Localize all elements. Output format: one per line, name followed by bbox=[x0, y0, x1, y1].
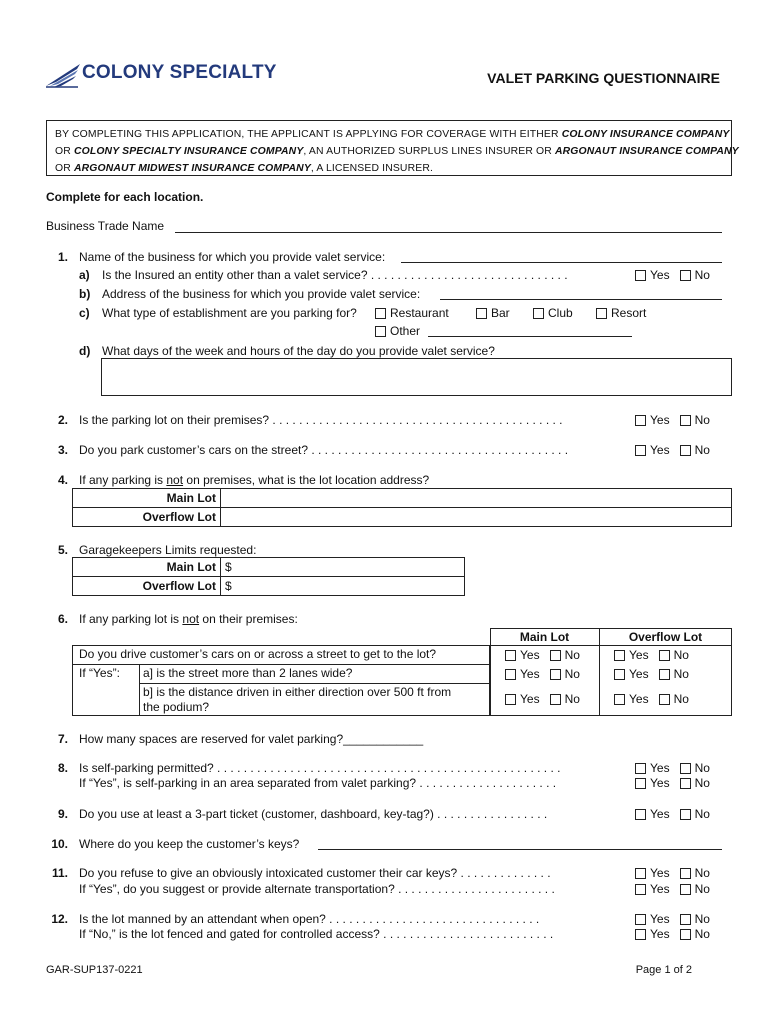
q1d-text: What days of the week and hours of the day do you provide valet service? bbox=[102, 344, 495, 358]
q6-row2-main-yes-checkbox[interactable] bbox=[505, 669, 516, 680]
q6-text-pre: If any parking lot is bbox=[79, 612, 183, 626]
q6-row2-overflow-yes-checkbox[interactable] bbox=[614, 669, 625, 680]
q4-overflow-lot-field[interactable] bbox=[221, 508, 732, 527]
q1b-label: b) bbox=[79, 287, 91, 301]
q8-yes-no bbox=[635, 761, 710, 775]
yes-label: Yes bbox=[629, 667, 649, 681]
page-title: VALET PARKING QUESTIONNAIRE bbox=[487, 70, 720, 86]
q4-overflow-lot-label: Overflow Lot bbox=[73, 508, 221, 527]
q1c-label: c) bbox=[79, 306, 90, 320]
no-label: No bbox=[673, 648, 689, 662]
q9-number: 9. bbox=[57, 807, 68, 821]
q3-no-checkbox[interactable] bbox=[680, 445, 691, 456]
q6-row2-main-yes-no bbox=[505, 667, 580, 681]
q6-number: 6. bbox=[57, 612, 68, 626]
q12-sub-no-checkbox[interactable] bbox=[680, 929, 691, 940]
q12-yes-checkbox[interactable] bbox=[635, 914, 646, 925]
club-label: Club bbox=[548, 306, 573, 320]
q1-text: Name of the business for which you provide valet service: bbox=[79, 250, 386, 264]
company-name: ARGONAUT INSURANCE COMPANY bbox=[554, 146, 739, 157]
q2-no-checkbox[interactable] bbox=[680, 415, 691, 426]
q10-keys-field[interactable] bbox=[318, 849, 722, 850]
q6-row1-text: Do you drive customer’s cars on or across a street to get to the lot? bbox=[79, 647, 437, 661]
q6-row2-main-no-checkbox[interactable] bbox=[550, 669, 561, 680]
q11-yes-no bbox=[635, 866, 710, 880]
q4-text-underlined: not bbox=[166, 473, 184, 487]
q6-row3-overflow-no-checkbox[interactable] bbox=[659, 694, 670, 705]
q1a-yes-no bbox=[635, 268, 710, 282]
yes-label: Yes bbox=[650, 268, 670, 282]
q6-row-divider bbox=[139, 683, 490, 684]
q2-yes-checkbox[interactable] bbox=[635, 415, 646, 426]
q1a-yes-checkbox[interactable] bbox=[635, 270, 646, 281]
q6-row3-main-yes-checkbox[interactable] bbox=[505, 694, 516, 705]
q8-sub-yes-checkbox[interactable] bbox=[635, 778, 646, 789]
q2-text: Is the parking lot on their premises? . . . . . . . . . . . . . . . . . . . . . . . . . . . . . . . . . . . . . . . . . . . . bbox=[79, 413, 563, 427]
q11-sub-yes-no bbox=[635, 882, 710, 896]
q11-no-checkbox[interactable] bbox=[680, 868, 691, 879]
q6-row3-overflow-yes-no bbox=[614, 692, 689, 706]
q3-yes-no bbox=[635, 443, 710, 457]
q11-sub-yes-checkbox[interactable] bbox=[635, 884, 646, 895]
q2-yes-no bbox=[635, 413, 710, 427]
q4-main-lot-field[interactable] bbox=[221, 489, 732, 508]
q10-number: 10. bbox=[51, 837, 68, 851]
q4-text bbox=[79, 473, 429, 487]
q6-row3-main-no-checkbox[interactable] bbox=[550, 694, 561, 705]
q6-row3-main-yes-no bbox=[505, 692, 580, 706]
q9-yes-no bbox=[635, 807, 710, 821]
q9-no-checkbox[interactable] bbox=[680, 809, 691, 820]
q6-header-divider bbox=[490, 645, 732, 646]
q6-row3-text-cont: the podium? bbox=[143, 700, 210, 714]
q1d-label: d) bbox=[79, 344, 91, 358]
q3-text: Do you park customer’s cars on the street? . . . . . . . . . . . . . . . . . . . . . . . . . . . . . . . . . . . . . . . bbox=[79, 443, 569, 457]
q6-if-yes-label: If “Yes”: bbox=[79, 666, 120, 680]
no-label: No bbox=[694, 443, 710, 457]
no-label: No bbox=[564, 648, 580, 662]
q1d-answer-box[interactable] bbox=[101, 358, 732, 396]
yes-label: Yes bbox=[650, 927, 670, 941]
q6-col-overflow-lot: Overflow Lot bbox=[628, 630, 703, 644]
disclaimer-text: , AN AUTHORIZED SURPLUS LINES INSURER OR bbox=[303, 146, 555, 157]
q1-name-field[interactable] bbox=[401, 262, 722, 263]
no-label: No bbox=[694, 882, 710, 896]
q6-row3-overflow-yes-checkbox[interactable] bbox=[614, 694, 625, 705]
form-code: GAR-SUP137-0221 bbox=[46, 964, 143, 976]
yes-label: Yes bbox=[650, 807, 670, 821]
colony-specialty-logo bbox=[44, 60, 296, 92]
complete-each-heading: Complete for each location. bbox=[46, 190, 204, 204]
q6-row2-overflow-yes-no bbox=[614, 667, 689, 681]
yes-label: Yes bbox=[629, 692, 649, 706]
no-label: No bbox=[694, 761, 710, 775]
option-resort bbox=[596, 306, 646, 320]
q1a-label: a) bbox=[79, 268, 90, 282]
no-label: No bbox=[694, 413, 710, 427]
no-label: No bbox=[694, 866, 710, 880]
currency-symbol: $ bbox=[225, 560, 232, 574]
club-checkbox[interactable] bbox=[533, 308, 544, 319]
yes-label: Yes bbox=[520, 667, 540, 681]
restaurant-label: Restaurant bbox=[390, 306, 449, 320]
q6-row1-main-yes-checkbox[interactable] bbox=[505, 650, 516, 661]
yes-label: Yes bbox=[520, 648, 540, 662]
no-label: No bbox=[694, 912, 710, 926]
q4-text-pre: If any parking is bbox=[79, 473, 167, 487]
yes-label: Yes bbox=[650, 761, 670, 775]
q5-number: 5. bbox=[57, 543, 68, 557]
yes-label: Yes bbox=[650, 882, 670, 896]
trade-name-field[interactable] bbox=[175, 232, 722, 233]
resort-label: Resort bbox=[611, 306, 647, 320]
q5-main-lot-label: Main Lot bbox=[73, 558, 221, 577]
q5-text: Garagekeepers Limits requested: bbox=[79, 543, 257, 557]
q6-text bbox=[79, 612, 298, 626]
q4-lot-address-table bbox=[72, 488, 732, 527]
other-field[interactable] bbox=[428, 336, 632, 337]
q6-row1-overflow-yes-no bbox=[614, 648, 689, 662]
q3-yes-checkbox[interactable] bbox=[635, 445, 646, 456]
q8-yes-checkbox[interactable] bbox=[635, 763, 646, 774]
yes-label: Yes bbox=[650, 866, 670, 880]
q1-number: 1. bbox=[57, 250, 68, 264]
q6-text-post: on their premises: bbox=[199, 612, 298, 626]
q6-row2-text: a] is the street more than 2 lanes wide? bbox=[143, 666, 353, 680]
q6-row2-overflow-no-checkbox[interactable] bbox=[659, 669, 670, 680]
q4-number: 4. bbox=[57, 473, 68, 487]
q1a-text: Is the Insured an entity other than a valet service? . . . . . . . . . . . . . . . . . . . . . . . . . . . . . . bbox=[102, 268, 568, 282]
bar-label: Bar bbox=[491, 306, 510, 320]
yes-label: Yes bbox=[650, 443, 670, 457]
no-label: No bbox=[673, 692, 689, 706]
q4-text-post: on premises, what is the lot location address? bbox=[183, 473, 430, 487]
q6-col-main-lot: Main Lot bbox=[519, 630, 570, 644]
q12-sub-yes-checkbox[interactable] bbox=[635, 929, 646, 940]
q12-sub-yes-no bbox=[635, 927, 710, 941]
option-restaurant bbox=[375, 306, 449, 320]
company-name: ARGONAUT MIDWEST INSURANCE COMPANY bbox=[73, 163, 311, 174]
no-label: No bbox=[694, 776, 710, 790]
option-club bbox=[533, 306, 573, 320]
q11-number: 11. bbox=[51, 866, 68, 880]
no-label: No bbox=[564, 667, 580, 681]
q5-overflow-lot-field[interactable] bbox=[221, 577, 465, 596]
q8-sub-yes-no bbox=[635, 776, 710, 790]
yes-label: Yes bbox=[650, 776, 670, 790]
q12-no-checkbox[interactable] bbox=[680, 914, 691, 925]
brand-name: COLONY SPECIALTY bbox=[82, 62, 277, 83]
yes-label: Yes bbox=[650, 912, 670, 926]
trade-name-label: Business Trade Name bbox=[46, 219, 165, 233]
restaurant-checkbox[interactable] bbox=[375, 308, 386, 319]
q12-text: Is the lot manned by an attendant when open? . . . . . . . . . . . . . . . . . . . . . . . . . . . . . . . . bbox=[79, 912, 540, 926]
q6-row1-overflow-no-checkbox[interactable] bbox=[659, 650, 670, 661]
option-bar bbox=[476, 306, 510, 320]
disclaimer-box bbox=[46, 120, 739, 176]
q1c-text: What type of establishment are you parking for? bbox=[102, 306, 357, 320]
option-other bbox=[375, 324, 420, 338]
resort-checkbox[interactable] bbox=[596, 308, 607, 319]
q11-sub-no-checkbox[interactable] bbox=[680, 884, 691, 895]
other-label: Other bbox=[390, 324, 421, 338]
yes-label: Yes bbox=[520, 692, 540, 706]
other-checkbox[interactable] bbox=[375, 326, 386, 337]
q10-text: Where do you keep the customer’s keys? bbox=[79, 837, 300, 851]
no-label: No bbox=[694, 927, 710, 941]
disclaimer-text: , A LICENSED INSURER. bbox=[310, 163, 434, 174]
disclaimer-text: OR bbox=[55, 146, 74, 157]
no-label: No bbox=[673, 667, 689, 681]
q11-text: Do you refuse to give an obviously intoxicated customer their car keys? . . . . . . . . . . . . . . bbox=[79, 866, 551, 880]
q5-limits-table bbox=[72, 557, 465, 596]
q5-overflow-lot-label: Overflow Lot bbox=[73, 577, 221, 596]
no-label: No bbox=[694, 807, 710, 821]
q6-row1-main-no-checkbox[interactable] bbox=[550, 650, 561, 661]
q8-sub-no-checkbox[interactable] bbox=[680, 778, 691, 789]
page-number: Page 1 of 2 bbox=[635, 964, 692, 976]
q6-text-underlined: not bbox=[182, 612, 200, 626]
q12-number: 12. bbox=[51, 912, 68, 926]
q6-row-divider bbox=[72, 664, 490, 665]
q12-sub-text: If “No,” is the lot fenced and gated for controlled access? . . . . . . . . . . . . . . . . . . . . . . . . . . bbox=[79, 927, 554, 941]
q8-text: Is self-parking permitted? . . . . . . . . . . . . . . . . . . . . . . . . . . . . . . . . . . . . . . . . . . . . . . . . . . . . bbox=[79, 761, 561, 775]
disclaimer-text: BY COMPLETING THIS APPLICATION, THE APPLICANT IS APPLYING FOR COVERAGE WITH EITHER bbox=[55, 129, 562, 140]
q9-text: Do you use at least a 3-part ticket (customer, dashboard, key-tag?) . . . . . . . . . . . . . . . . . bbox=[79, 807, 548, 821]
q6-row1-overflow-yes-checkbox[interactable] bbox=[614, 650, 625, 661]
q8-sub-text: If “Yes”, is self-parking in an area separated from valet parking? . . . . . . . . . . . . . . . . . . . . . bbox=[79, 776, 557, 790]
q8-no-checkbox[interactable] bbox=[680, 763, 691, 774]
q7-number: 7. bbox=[57, 732, 68, 746]
q1b-text: Address of the business for which you provide valet service: bbox=[102, 287, 421, 301]
q5-main-lot-field[interactable] bbox=[221, 558, 465, 577]
yes-label: Yes bbox=[629, 648, 649, 662]
q1a-no-checkbox[interactable] bbox=[680, 270, 691, 281]
q8-number: 8. bbox=[57, 761, 68, 775]
q1b-address-field[interactable] bbox=[440, 299, 722, 300]
no-label: No bbox=[564, 692, 580, 706]
q6-if-yes-divider bbox=[139, 664, 140, 716]
currency-symbol: $ bbox=[225, 579, 232, 593]
q2-number: 2. bbox=[57, 413, 68, 427]
company-name: COLONY INSURANCE COMPANY bbox=[561, 129, 730, 140]
q6-row1-main-yes-no bbox=[505, 648, 580, 662]
q7-text: How many spaces are reserved for valet parking?____________ bbox=[79, 732, 424, 746]
yes-label: Yes bbox=[650, 413, 670, 427]
bar-checkbox[interactable] bbox=[476, 308, 487, 319]
q6-row3-text: b] is the distance driven in either direction over 500 ft from bbox=[143, 685, 452, 699]
disclaimer-text: OR bbox=[55, 163, 74, 174]
q11-yes-checkbox[interactable] bbox=[635, 868, 646, 879]
q12-yes-no bbox=[635, 912, 710, 926]
wing-logo-icon bbox=[44, 60, 82, 90]
q9-yes-checkbox[interactable] bbox=[635, 809, 646, 820]
company-name: COLONY SPECIALTY INSURANCE COMPANY bbox=[73, 146, 304, 157]
q4-main-lot-label: Main Lot bbox=[73, 489, 221, 508]
q3-number: 3. bbox=[57, 443, 68, 457]
q11-sub-text: If “Yes”, do you suggest or provide alternate transportation? . . . . . . . . . . . . . . . . . . . . . . . . bbox=[79, 882, 555, 896]
no-label: No bbox=[694, 268, 710, 282]
